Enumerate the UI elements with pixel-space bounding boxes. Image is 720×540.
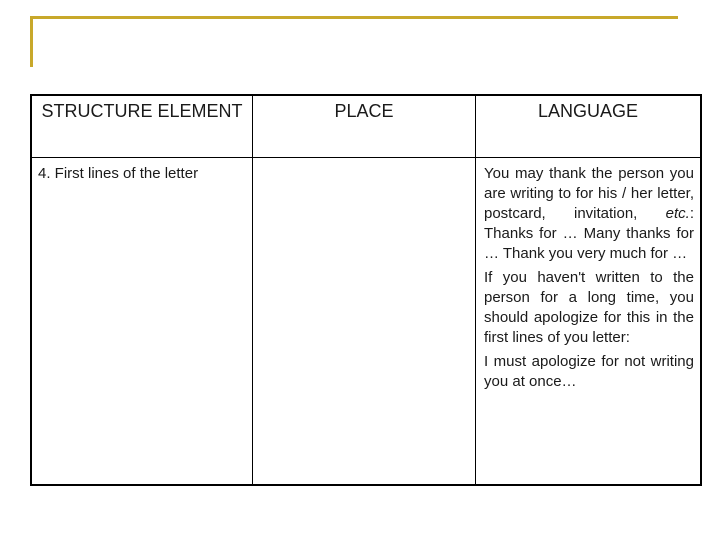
- language-paragraph-apology: If you haven't written to the person for a long time, you should apologize for this in the first lines of you letter:: [484, 268, 694, 346]
- language-text-thanks-end: : Thanks for … Many thanks for … Thank you very much for …: [484, 204, 694, 262]
- cell-language: [476, 157, 702, 485]
- language-paragraph-thanks: [484, 164, 694, 264]
- header-place: PLACE: [253, 95, 476, 157]
- table-header-row: [31, 95, 701, 157]
- letter-structure-table: [30, 94, 702, 486]
- cell-structure: 4. First lines of the letter: [31, 157, 253, 485]
- header-structure-element: STRUCTURE ELEMENT: [31, 95, 253, 157]
- language-text-etc: etc.: [665, 204, 690, 222]
- decorative-top-line: [30, 16, 678, 19]
- cell-place: [253, 157, 476, 485]
- header-language: LANGUAGE: [476, 95, 702, 157]
- language-text-thanks-start: You may thank the person you are writing to for his / her letter, postcard, invitation,: [484, 164, 694, 222]
- table-row: [31, 157, 701, 485]
- language-paragraph-example: I must apologize for not writing you at once…: [484, 352, 694, 390]
- decorative-left-line: [30, 16, 33, 67]
